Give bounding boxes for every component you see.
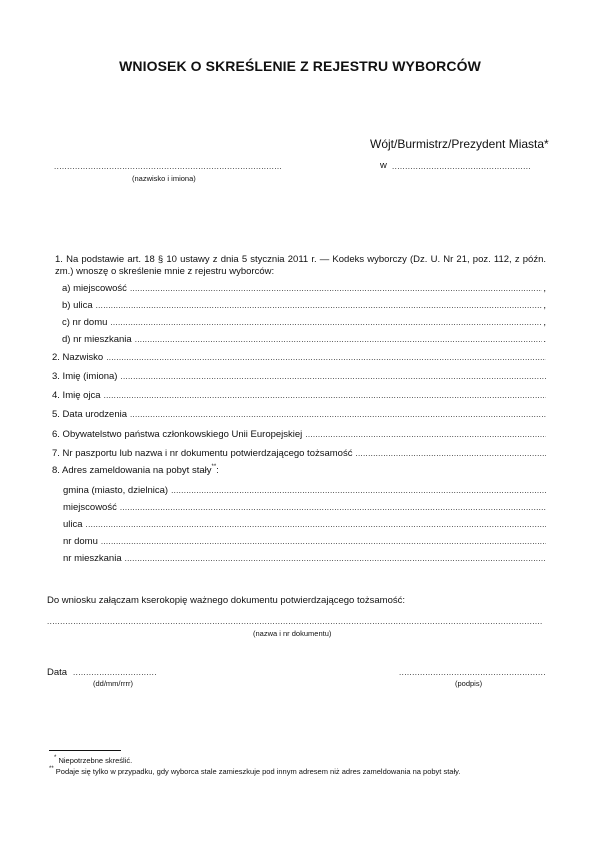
name-caption: (nazwisko i imiona) [132,174,196,183]
dotted-fill [120,503,546,512]
footnote-divider [49,750,121,751]
field-row-nr-domu[interactable]: c) nr domu ..... , [62,317,546,328]
name-dotted-line[interactable] [54,162,282,171]
municipality-dotted-line[interactable] [392,162,530,171]
dotted-fill [125,554,546,563]
field-label: 6. Obywatelstwo państwa członkowskiego Unii Europejskiej [52,429,303,440]
field-row-nr-mieszkania[interactable]: d) nr mieszkania ..... . [62,334,546,345]
dotted-fill [305,430,546,439]
dotted-fill [104,391,546,400]
field-label: a) miejscowość [62,283,127,294]
field-label: 2. Nazwisko [52,352,104,363]
dotted-fill [86,520,546,529]
field-row-obywatelstwo[interactable] [52,429,546,440]
dotted-fill [110,318,542,327]
field-label: 7. Nr paszportu lub nazwa i nr dokumentu potwierdzającego tożsamość [52,448,353,459]
dotted-fill [130,410,546,419]
signature-caption: (podpis) [455,679,483,688]
field-row-residence-nr-domu[interactable] [63,536,546,547]
field-label: b) ulica [62,300,93,311]
field-label: d) nr mieszkania [62,334,132,345]
field-label: 3. Imię (imiona) [52,371,118,382]
addressee-label: Wójt/Burmistrz/Prezydent Miasta* [370,137,549,151]
document-caption: (nazwa i nr dokumentu) [253,629,332,638]
field-label: gmina (miasto, dzielnica) [63,485,169,496]
field-row-imie-ojca[interactable] [52,390,546,401]
point-8-label: 8. Adres zameldowania na pobyt stały**: [52,464,219,476]
footnote-1: * Niepotrzebne skreślić. [54,755,133,765]
field-row-nazwisko[interactable] [52,352,546,363]
field-row-imie[interactable] [52,371,546,382]
field-label: nr domu [63,536,98,547]
signature-dotted-line[interactable] [399,668,545,677]
field-label: ulica [63,519,83,530]
field-row-paszport[interactable] [52,448,546,459]
footnote-2: ** Podaje się tylko w przypadku, gdy wyborca stale zamieszkuje pod innym adresem niż adres zameldowania na pobyt stały. [49,766,461,776]
field-row-residence-nr-mieszkania[interactable] [63,553,546,564]
field-row-miejscowosc[interactable]: a) miejscowość ..... , [62,283,546,294]
field-label: 5. Data urodzenia [52,409,127,420]
field-row-residence-miejscowosc[interactable] [63,502,546,513]
dotted-fill [171,486,546,495]
field-label: nr mieszkania [63,553,122,564]
dotted-fill [120,372,546,381]
date-dotted-line[interactable] [73,668,157,677]
dotted-fill [355,449,546,458]
dotted-fill [106,353,546,362]
w-label: w [380,160,387,171]
field-row-data-urodzenia[interactable] [52,409,546,420]
dotted-fill [96,301,543,310]
field-label: miejscowość [63,502,117,513]
field-label: 4. Imię ojca [52,390,101,401]
field-row-ulica[interactable]: b) ulica ..... , [62,300,546,311]
field-row-gmina[interactable] [63,485,546,496]
date-caption: (dd/mm/rrrr) [93,679,133,688]
dotted-fill [101,537,546,546]
date-label: Data [47,667,68,678]
attachment-text: Do wniosku załączam kserokopię ważnego dokumentu potwierdzającego tożsamość: [47,595,406,606]
form-title: WNIOSEK O SKREŚLENIE Z REJESTRU WYBORCÓW [119,58,481,74]
dotted-fill [130,284,542,293]
footnote-mark: ** [211,464,217,470]
dotted-fill [135,335,543,344]
point-1-text: 1. Na podstawie art. 18 § 10 ustawy z dnia 5 stycznia 2011 r. — Kodeks wyborczy (Dz. U. Nr 21, poz. 112, z późn. zm.) wnoszę o skreślenie mnie z rejestru wyborców: [55,254,546,277]
field-row-residence-ulica[interactable] [63,519,546,530]
field-label: c) nr domu [62,317,108,328]
document-dotted-line[interactable] [47,617,543,626]
